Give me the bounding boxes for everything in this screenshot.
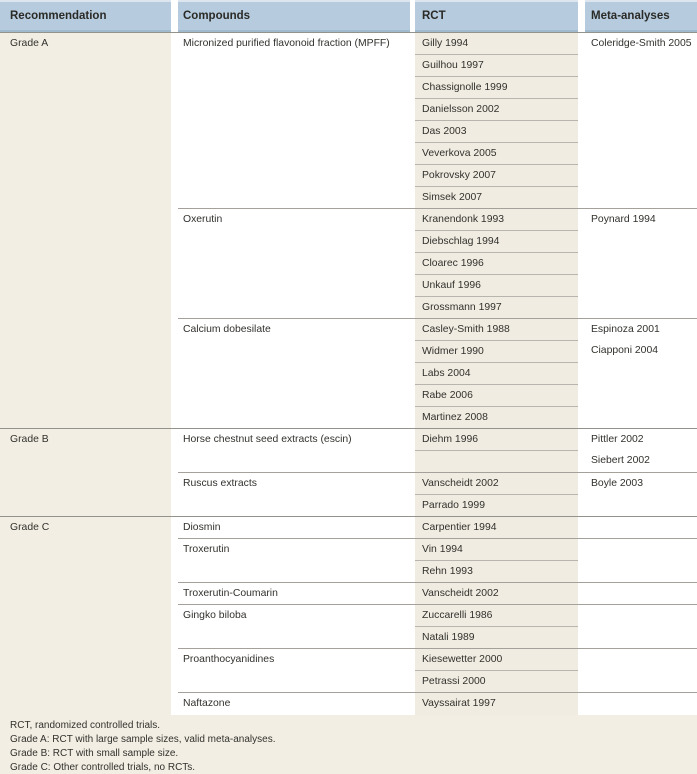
grade-cell (0, 648, 171, 671)
meta-cell (585, 164, 697, 187)
compound-cell (178, 186, 410, 209)
rct-cell: Vanscheidt 2002 (415, 582, 578, 605)
grade-cell (0, 208, 171, 232)
column-gap (171, 692, 178, 715)
column-gap (578, 296, 585, 319)
meta-cell: Pittler 2002 (585, 428, 697, 452)
table-row (0, 208, 697, 230)
column-gap (578, 428, 585, 452)
table-row (0, 516, 697, 538)
column-gap (578, 648, 585, 671)
meta-cell (585, 54, 697, 77)
rct-cell: Danielsson 2002 (415, 98, 578, 121)
rct-cell: Martinez 2008 (415, 406, 578, 429)
table-row (0, 54, 697, 76)
grade-cell (0, 692, 171, 715)
table-row (0, 362, 697, 384)
table-row (0, 142, 697, 164)
table-row (0, 296, 697, 318)
rct-cell: Parrado 1999 (415, 494, 578, 517)
rct-cell: Veverkova 2005 (415, 142, 578, 165)
compound-cell: Calcium dobesilate (178, 318, 410, 342)
meta-cell (585, 362, 697, 385)
grade-cell (0, 54, 171, 77)
meta-cell (585, 582, 697, 605)
compound-cell (178, 406, 410, 429)
column-gap (578, 472, 585, 496)
grade-cell (0, 252, 171, 275)
grade-cell (0, 626, 171, 649)
grade-cell: Grade B (0, 428, 171, 452)
table-row (0, 340, 697, 362)
rct-cell: Rabe 2006 (415, 384, 578, 407)
table-row (0, 384, 697, 406)
compound-cell (178, 626, 410, 649)
meta-cell (585, 494, 697, 517)
column-gap (171, 318, 178, 342)
grade-cell (0, 142, 171, 165)
column-gap (578, 538, 585, 561)
rct-cell: Guilhou 1997 (415, 54, 578, 77)
compound-cell (178, 142, 410, 165)
grade-cell (0, 230, 171, 253)
column-gap (578, 340, 585, 363)
compound-cell: Diosmin (178, 516, 410, 539)
rct-cell: Pokrovsky 2007 (415, 164, 578, 187)
column-gap (578, 54, 585, 77)
header-rct: RCT (415, 0, 578, 32)
meta-cell (585, 120, 697, 143)
meta-cell (585, 604, 697, 627)
column-gap (171, 538, 178, 561)
column-gap (578, 120, 585, 143)
column-gap (578, 406, 585, 429)
compound-cell (178, 560, 410, 583)
compound-cell (178, 296, 410, 319)
column-gap (578, 626, 585, 649)
rct-cell: Cloarec 1996 (415, 252, 578, 275)
meta-cell: Boyle 2003 (585, 472, 697, 496)
column-gap (171, 384, 178, 407)
rct-cell: Rehn 1993 (415, 560, 578, 583)
compound-cell: Horse chestnut seed extracts (escin) (178, 428, 410, 452)
column-gap (578, 494, 585, 517)
column-gap (578, 186, 585, 209)
column-gap (578, 670, 585, 693)
table-row (0, 494, 697, 516)
table-header (0, 0, 697, 32)
column-gap (171, 406, 178, 429)
table-row (0, 230, 697, 252)
column-gap (578, 252, 585, 275)
meta-cell (585, 648, 697, 671)
grade-cell: Grade C (0, 516, 171, 539)
column-gap (171, 252, 178, 275)
column-gap (171, 230, 178, 253)
column-gap (171, 274, 178, 297)
rct-cell: Carpentier 1994 (415, 516, 578, 539)
column-gap (578, 318, 585, 342)
meta-cell (585, 186, 697, 209)
compound-cell: Ruscus extracts (178, 472, 410, 496)
column-gap (578, 516, 585, 539)
table-row (0, 186, 697, 208)
grade-cell (0, 450, 171, 473)
compound-cell: Naftazone (178, 692, 410, 715)
meta-cell (585, 670, 697, 693)
compound-cell (178, 494, 410, 517)
column-gap (171, 362, 178, 385)
rct-cell: Chassignolle 1999 (415, 76, 578, 99)
compound-cell: Proanthocyanidines (178, 648, 410, 671)
rct-cell: Natali 1989 (415, 626, 578, 649)
compound-cell (178, 340, 410, 363)
rct-cell: Kranendonk 1993 (415, 208, 578, 232)
column-gap (578, 230, 585, 253)
rct-cell: Gilly 1994 (415, 32, 578, 56)
compound-cell (178, 384, 410, 407)
rct-cell: Casley-Smith 1988 (415, 318, 578, 342)
column-gap (171, 560, 178, 583)
column-gap (171, 428, 178, 452)
rct-cell: Kiesewetter 2000 (415, 648, 578, 671)
rct-cell: Petrassi 2000 (415, 670, 578, 693)
grade-cell (0, 76, 171, 99)
rct-cell: Diebschlag 1994 (415, 230, 578, 253)
column-gap (578, 164, 585, 187)
table-row (0, 692, 697, 714)
column-gap (578, 76, 585, 99)
meta-cell (585, 406, 697, 429)
column-gap (171, 494, 178, 517)
grade-cell (0, 384, 171, 407)
meta-cell (585, 230, 697, 253)
meta-cell (585, 76, 697, 99)
column-gap (578, 582, 585, 605)
meta-cell: Coleridge-Smith 2005 (585, 32, 697, 56)
meta-cell: Espinoza 2001 (585, 318, 697, 342)
grade-cell (0, 318, 171, 342)
rct-cell: Vanscheidt 2002 (415, 472, 578, 496)
column-gap (578, 98, 585, 121)
table-row (0, 538, 697, 560)
column-gap (578, 274, 585, 297)
rct-cell: Das 2003 (415, 120, 578, 143)
meta-cell: Poynard 1994 (585, 208, 697, 232)
rct-cell: Diehm 1996 (415, 428, 578, 452)
column-gap (171, 120, 178, 143)
compound-cell: Gingko biloba (178, 604, 410, 627)
compound-cell (178, 274, 410, 297)
table-row (0, 318, 697, 340)
column-gap (578, 32, 585, 56)
column-gap (578, 384, 585, 407)
column-gap (578, 362, 585, 385)
table-row (0, 120, 697, 142)
column-gap (578, 208, 585, 232)
column-gap (171, 648, 178, 671)
header-recommendation: Recommendation (0, 0, 171, 32)
column-gap (171, 54, 178, 77)
column-gap (171, 604, 178, 627)
compound-cell (178, 164, 410, 187)
table-row (0, 32, 697, 54)
meta-cell (585, 142, 697, 165)
table-row (0, 582, 697, 604)
header-compounds: Compounds (178, 0, 410, 32)
column-gap (171, 670, 178, 693)
column-gap (171, 98, 178, 121)
column-gap (171, 340, 178, 363)
meta-cell (585, 538, 697, 561)
rct-cell: Labs 2004 (415, 362, 578, 385)
table-row (0, 604, 697, 626)
column-gap (171, 472, 178, 496)
column-gap (578, 450, 585, 473)
footnote-grade-b: Grade B: RCT with small sample size. (10, 748, 179, 759)
meta-cell (585, 274, 697, 297)
table-row (0, 560, 697, 582)
column-gap (578, 0, 585, 32)
column-gap (171, 32, 178, 56)
table-row (0, 626, 697, 648)
column-gap (578, 604, 585, 627)
rct-cell: Vayssairat 1997 (415, 692, 578, 715)
column-gap (171, 76, 178, 99)
table-row (0, 450, 697, 472)
column-gap (171, 186, 178, 209)
grade-cell (0, 472, 171, 496)
meta-cell (585, 560, 697, 583)
grade-cell (0, 340, 171, 363)
rct-cell (415, 450, 578, 473)
table-row (0, 406, 697, 428)
meta-cell (585, 692, 697, 715)
table-row (0, 98, 697, 120)
rct-cell: Grossmann 1997 (415, 296, 578, 319)
compound-cell (178, 670, 410, 693)
grade-cell (0, 98, 171, 121)
meta-cell (585, 626, 697, 649)
column-gap (171, 208, 178, 232)
meta-cell (585, 252, 697, 275)
meta-cell: Siebert 2002 (585, 450, 697, 473)
column-gap (171, 0, 178, 32)
column-gap (171, 516, 178, 539)
grade-cell (0, 582, 171, 605)
compound-cell: Micronized purified flavonoid fraction (MPFF) (178, 32, 410, 56)
header-meta-analyses: Meta-analyses (585, 0, 697, 32)
table-row (0, 648, 697, 670)
meta-cell (585, 384, 697, 407)
table-row (0, 76, 697, 98)
meta-cell (585, 98, 697, 121)
rct-cell: Vin 1994 (415, 538, 578, 561)
compound-cell (178, 120, 410, 143)
table-row (0, 428, 697, 450)
compound-cell (178, 362, 410, 385)
grade-cell (0, 406, 171, 429)
rct-cell: Unkauf 1996 (415, 274, 578, 297)
compound-cell (178, 252, 410, 275)
compound-cell: Troxerutin (178, 538, 410, 561)
column-gap (578, 142, 585, 165)
meta-cell (585, 296, 697, 319)
grade-cell (0, 670, 171, 693)
column-gap (578, 692, 585, 715)
grade-cell (0, 186, 171, 209)
footnote-grade-c: Grade C: Other controlled trials, no RCTs. (10, 762, 196, 773)
table-row (0, 472, 697, 494)
grade-cell (0, 560, 171, 583)
footnote-rct: RCT, randomized controlled trials. (10, 720, 161, 731)
compound-cell (178, 54, 410, 77)
compound-cell (178, 98, 410, 121)
grade-cell (0, 604, 171, 627)
column-gap (171, 450, 178, 473)
grade-cell (0, 274, 171, 297)
compound-cell: Oxerutin (178, 208, 410, 232)
grade-cell (0, 296, 171, 319)
grade-cell (0, 538, 171, 561)
grade-cell (0, 362, 171, 385)
column-gap (171, 582, 178, 605)
grade-cell (0, 164, 171, 187)
column-gap (578, 560, 585, 583)
column-gap (171, 164, 178, 187)
footnotes (0, 714, 697, 774)
meta-cell (585, 516, 697, 539)
meta-cell: Ciapponi 2004 (585, 340, 697, 363)
compound-cell (178, 230, 410, 253)
rct-cell: Simsek 2007 (415, 186, 578, 209)
compound-cell (178, 450, 410, 473)
table-row (0, 274, 697, 296)
rct-cell: Widmer 1990 (415, 340, 578, 363)
column-gap (171, 296, 178, 319)
column-gap (171, 626, 178, 649)
table-body (0, 32, 697, 714)
column-gap (171, 142, 178, 165)
table-row (0, 252, 697, 274)
compound-cell: Troxerutin-Coumarin (178, 582, 410, 605)
grade-cell (0, 494, 171, 517)
compound-cell (178, 76, 410, 99)
grade-cell: Grade A (0, 32, 171, 56)
grade-cell (0, 120, 171, 143)
rct-cell: Zuccarelli 1986 (415, 604, 578, 627)
footnote-grade-a: Grade A: RCT with large sample sizes, valid meta-analyses. (10, 734, 276, 745)
table-row (0, 670, 697, 692)
table-row (0, 164, 697, 186)
